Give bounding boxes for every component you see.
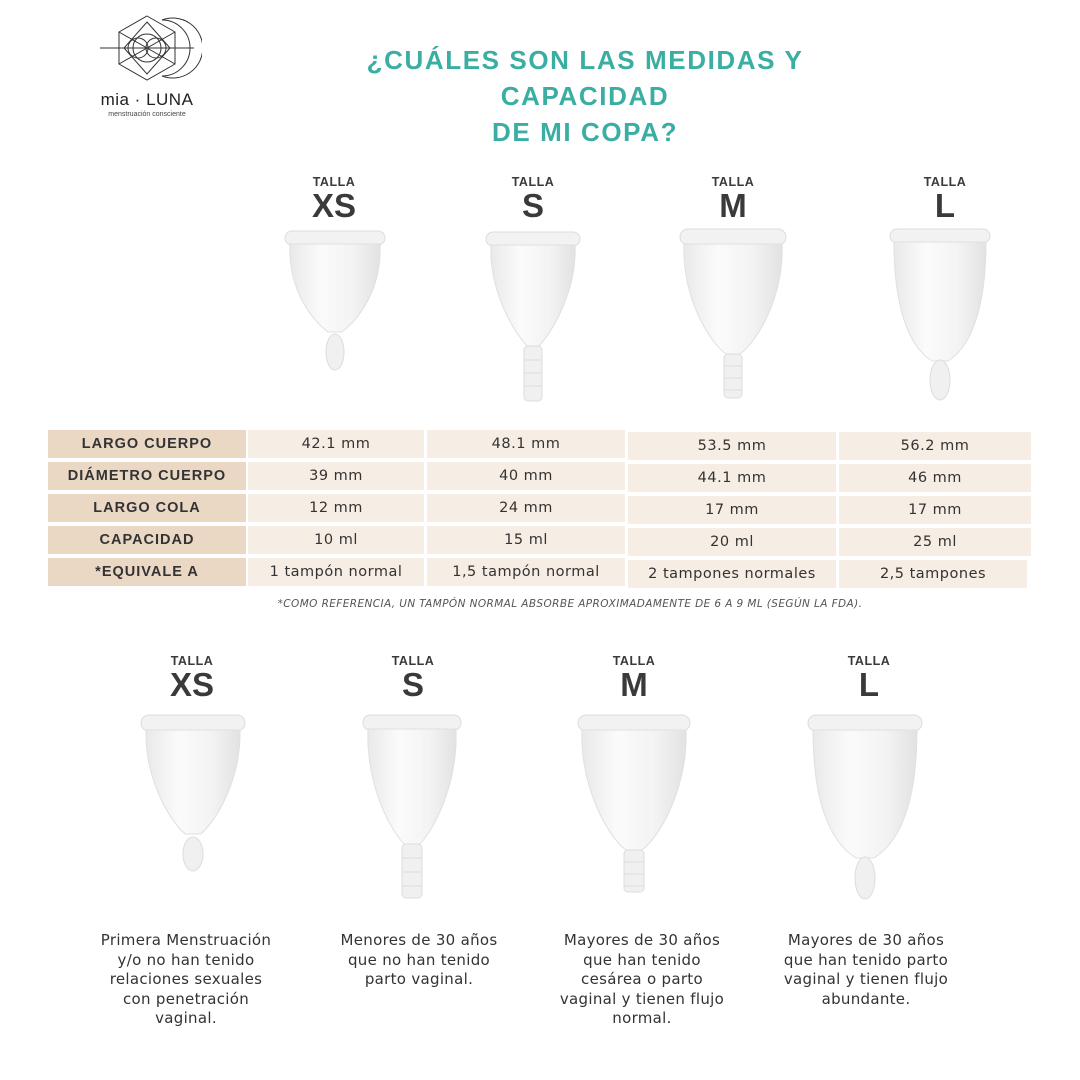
cup-s-image	[483, 228, 583, 408]
row-label: CAPACIDAD	[48, 526, 246, 554]
table-cell: 25 ml	[839, 528, 1031, 556]
table-cell: 42.1 mm	[248, 430, 424, 458]
row-label: LARGO CUERPO	[48, 430, 246, 458]
size-label-s-bottom	[343, 654, 483, 701]
table-cell: 44.1 mm	[628, 464, 836, 492]
row-label: LARGO COLA	[48, 494, 246, 522]
size-code: M	[620, 666, 648, 703]
row-label: *EQUIVALE A	[48, 558, 246, 586]
table-footnote: *COMO REFERENCIA, UN TAMPÓN NORMAL ABSORBE APROXIMADAMENTE DE 6 A 9 ML (SEGÚN LA FDA).	[277, 598, 863, 610]
size-description	[542, 931, 742, 1029]
table-cell: 17 mm	[839, 496, 1031, 524]
description-line: parto vaginal.	[364, 970, 474, 989]
page-title-line-1: ¿CUÁLES SON LAS MEDIDAS Y CAPACIDAD	[366, 45, 804, 111]
row-label: DIÁMETRO CUERPO	[48, 462, 246, 490]
size-label-m-top	[663, 175, 803, 222]
size-description	[319, 931, 519, 990]
cup-l-image	[888, 226, 992, 406]
table-cell: 2 tampones normales	[628, 560, 836, 588]
table-cell: 20 ml	[628, 528, 836, 556]
talla-label: TALLA	[391, 654, 435, 668]
size-code: L	[858, 666, 880, 703]
description-line: con penetración	[122, 989, 250, 1008]
page-title	[320, 42, 850, 150]
page-title-line-2: DE MI COPA?	[491, 117, 679, 147]
cup-s-image	[360, 712, 464, 902]
description-line: que han tenido parto	[783, 950, 949, 969]
description-line: Mayores de 30 años	[787, 931, 945, 949]
brand-logo	[92, 12, 202, 122]
description-line: Primera Menstruación	[100, 931, 272, 949]
description-line: vaginal.	[155, 1009, 217, 1028]
description-line: vaginal y tienen flujo	[783, 970, 949, 989]
size-label-m-bottom	[564, 654, 704, 701]
size-code: L	[934, 187, 956, 224]
table-cell: 46 mm	[839, 464, 1031, 492]
description-line: vaginal y tienen flujo	[559, 989, 725, 1008]
table-cell: 10 ml	[248, 526, 424, 554]
cup-l-image	[806, 712, 924, 904]
brand-tagline: menstruación consciente	[108, 111, 186, 118]
size-label-l-bottom	[799, 654, 939, 701]
talla-label: TALLA	[511, 175, 555, 189]
cup-xs-image	[137, 712, 249, 872]
size-code: XS	[169, 666, 215, 703]
description-line: Mayores de 30 años	[563, 931, 721, 949]
cup-m-image	[576, 712, 692, 898]
description-line: que no han tenido	[347, 950, 491, 969]
table-cell: 24 mm	[427, 494, 625, 522]
cup-m-image	[678, 226, 788, 406]
cup-xs-image	[280, 228, 390, 388]
table-cell: 56.2 mm	[839, 432, 1031, 460]
table-cell: 15 ml	[427, 526, 625, 554]
table-cell: 48.1 mm	[427, 430, 625, 458]
talla-label: TALLA	[312, 175, 356, 189]
size-code: XS	[311, 187, 357, 224]
description-line: y/o no han tenido	[117, 950, 255, 969]
size-label-xs-top	[264, 175, 404, 222]
size-label-s-top	[463, 175, 603, 222]
sacred-geometry-moon-icon	[92, 12, 202, 92]
table-cell: 1,5 tampón normal	[427, 558, 625, 586]
description-line: Menores de 30 años	[340, 931, 498, 949]
description-line: que han tenido	[583, 950, 701, 969]
description-line: cesárea o parto	[581, 970, 703, 989]
table-cell: 1 tampón normal	[248, 558, 424, 586]
table-cell: 40 mm	[427, 462, 625, 490]
description-line: abundante.	[821, 989, 911, 1008]
size-description	[86, 931, 286, 1029]
size-label-xs-bottom	[122, 654, 262, 701]
size-label-l-top	[875, 175, 1015, 222]
size-code: S	[401, 666, 424, 703]
size-description	[766, 931, 966, 1009]
talla-label: TALLA	[711, 175, 755, 189]
table-cell: 2,5 tampones	[839, 560, 1027, 588]
brand-name: mia · LUNA	[100, 90, 194, 109]
table-cell: 39 mm	[248, 462, 424, 490]
description-line: relaciones sexuales	[109, 970, 263, 989]
talla-label: TALLA	[923, 175, 967, 189]
size-code: S	[521, 187, 544, 224]
table-cell: 53.5 mm	[628, 432, 836, 460]
talla-label: TALLA	[612, 654, 656, 668]
description-line: normal.	[612, 1009, 672, 1028]
talla-label: TALLA	[847, 654, 891, 668]
talla-label: TALLA	[170, 654, 214, 668]
size-code: M	[719, 187, 747, 224]
table-cell: 17 mm	[628, 496, 836, 524]
table-cell: 12 mm	[248, 494, 424, 522]
